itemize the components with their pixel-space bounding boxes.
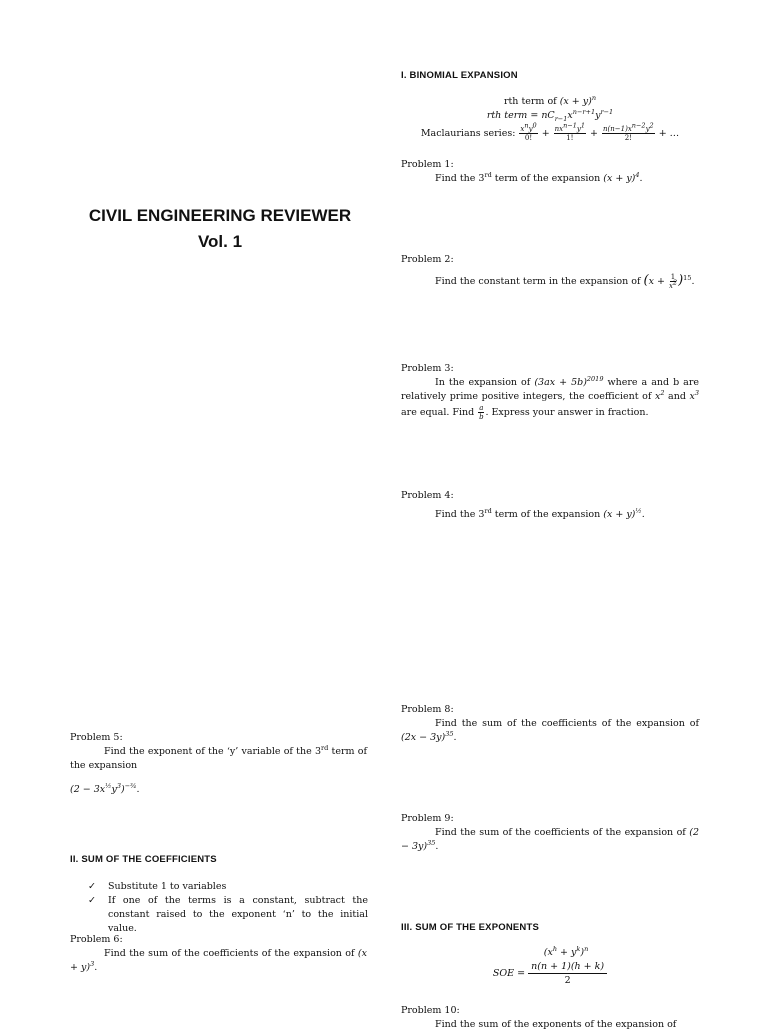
problem-5 xyxy=(70,731,367,797)
problem-label: Problem 8: xyxy=(401,704,454,715)
problem-text: In the expansion of $(3ax + 5b)^{2019}$ where a and b are relatively prime positive integers, the coefficient of $x^2$ and $x^3$ are equal. Find $\frac{a}{b}$ . Express your answer in fraction. xyxy=(401,374,699,421)
problem-5-expression: $(2 - 3x^{\frac{1}{2}}y^3)^{-\frac{3}{4}}$. xyxy=(70,781,140,795)
problem-label: Problem 4: xyxy=(401,490,454,501)
problem-label: Problem 2: xyxy=(401,254,454,265)
tips-list xyxy=(88,880,368,936)
soe-formula xyxy=(400,946,700,987)
problem-6 xyxy=(70,933,367,975)
problem-2 xyxy=(401,253,699,290)
problem-text: Find the sum of the coefficients of the expansion of $(x + y)^3$. xyxy=(70,948,367,973)
problem-text: Find the constant term in the expansion of (x + $\frac{1}{x^2}$ )$^{15}$. xyxy=(435,273,695,290)
problem-10 xyxy=(401,1004,699,1032)
problem-3 xyxy=(401,362,699,421)
problem-9 xyxy=(401,812,699,854)
problem-label: Problem 6: xyxy=(70,934,123,945)
problem-text: Find the 3rd term of the expansion $(x + y)^4$. xyxy=(435,170,643,184)
binomial-formulas xyxy=(400,95,700,142)
title-line-2: Vol. 1 xyxy=(197,232,243,251)
formula-soe: SOE = $\frac{n(n + 1)(h + k)}{2}$ xyxy=(400,960,700,987)
problem-label: Problem 10: xyxy=(401,1005,460,1016)
problem-text: Find the 3rd term of the expansion $(x + y)^{\frac{1}{2}}$. xyxy=(435,506,645,520)
section-heading-binomial: I. BINOMIAL EXPANSION xyxy=(401,70,518,81)
check-icon: ✓ xyxy=(88,895,96,906)
section-heading-sum-coefficients: II. SUM OF THE COEFFICIENTS xyxy=(70,854,217,865)
formula-rth-term: rth term = $nC_{r-1}x^{n-r+1}y^{r-1}$ xyxy=(486,107,614,123)
problem-label: Problem 1: xyxy=(401,159,454,170)
list-item: ✓ Substitute 1 to variables xyxy=(88,881,227,892)
problem-4 xyxy=(401,489,699,522)
section-heading-sum-exponents: III. SUM OF THE EXPONENTS xyxy=(401,922,540,933)
document-title xyxy=(70,203,370,255)
problem-8 xyxy=(401,703,699,745)
problem-label: Problem 5: xyxy=(70,732,123,743)
problem-1 xyxy=(401,158,699,186)
formula-maclaurin: Maclaurians series: $\frac{x^ny^0}{0!}$ + $\frac{nx^{n-1}y^1}{1!}$ + $\frac{n(n-1)x^{n-2}y^2}{2!}$ + … xyxy=(420,121,680,142)
check-icon: ✓ xyxy=(88,881,96,892)
problem-text: Find the sum of the exponents of the expansion of xyxy=(435,1019,677,1030)
title-line-1: CIVIL ENGINEERING REVIEWER xyxy=(88,206,352,225)
problem-label: Problem 3: xyxy=(401,363,454,374)
problem-text: Find the exponent of the ‘y’ variable of the 3rd term of the expansion xyxy=(70,743,368,771)
problem-text: Find the sum of the coefficients of the expansion of $(2 - 3y)^{35}$. xyxy=(401,827,699,852)
problem-text: Find the sum of the coefficients of the expansion of $(2x - 3y)^{35}$. xyxy=(401,718,699,743)
formula-binomial-power: $(x^h + y^k)^n$ xyxy=(543,944,589,958)
formula-rth-term-of: rth term of $(x + y)^n$ xyxy=(503,93,597,107)
list-item: ✓ If one of the terms is a constant, subtract the constant raised to the exponent ‘n’ to the initial value. xyxy=(88,895,368,934)
problem-label: Problem 9: xyxy=(401,813,454,824)
